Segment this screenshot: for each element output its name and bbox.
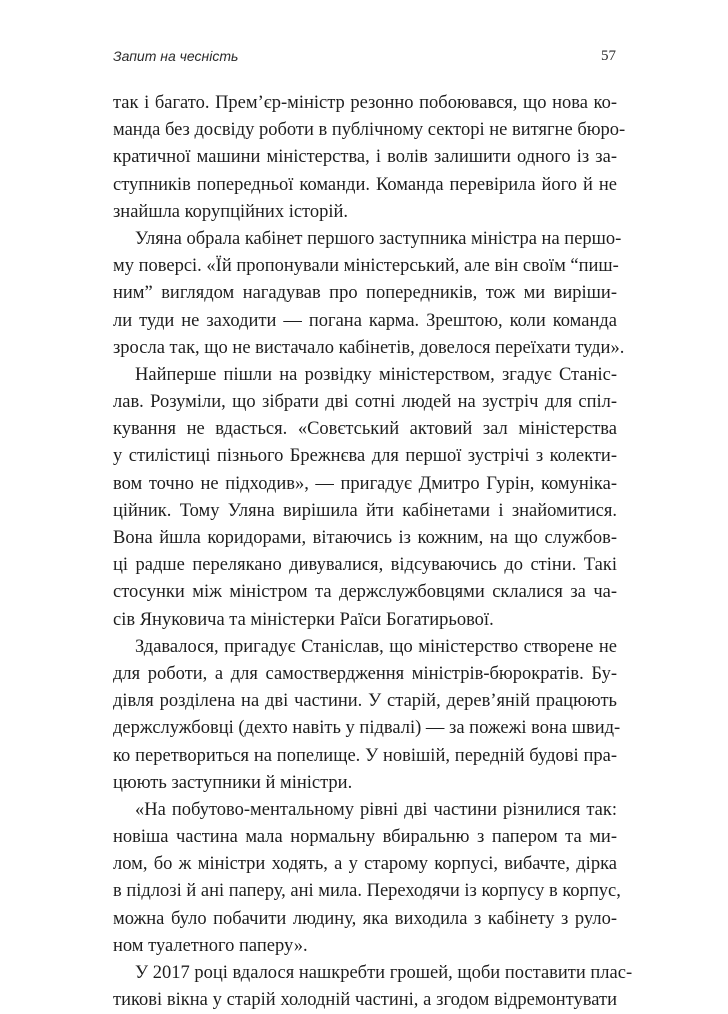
text-line: ко перетвориться на попелище. У новішій, передній будові пра- [113,745,617,766]
text-line: лав. Розуміли, що зібрати дві сотні людей на зустріч для спіл- [113,392,617,413]
text-line: новіша частина мала нормальну вбиральню з папером та ми- [113,827,617,848]
text-line: сів Януковича та міністерки Раїси Богатирьової. [113,609,494,630]
text-line: лом, бо ж міністри ходять, а у старому корпусі, вибачте, дірка [113,854,617,875]
text-line: можна було побачити людину, яка виходила з кабінету з руло- [113,908,617,929]
text-line: Вона йшла коридорами, вітаючись із кожним, на що службов- [113,528,617,548]
text-line: дівля розділена на дві частини. У старій, дерев’яній працюють [113,691,617,712]
text-line: знайшла корупційних історій. [113,201,349,222]
text-line: зросла так, що не вистачало кабінетів, довелося переїхати туди». [113,337,625,358]
text-line: цюють заступники й міністри. [113,772,353,793]
text-line: так і багато. Прем’єр-міністр резонно побоювався, що нова ко- [113,93,617,113]
text-line: вом точно не підходив», — пригадує Дмитро Гурін, комуніка- [113,473,617,494]
text-line: ним” виглядом нагадував про попередників, тож ми виріши- [113,283,617,304]
text-line: для роботи, а для самоствердження міністрів-бюрократів. Бу- [113,663,617,684]
running-head-title: Запит на чесність [113,48,239,64]
text-line: ційник. Тому Уляна вирішила йти кабінетами і знайомитися. [113,500,617,521]
text-line: ли туди не заходити — погана карма. Зрештою, коли команда [113,310,617,331]
text-line: му поверсі. «Їй пропонували міністерський, але він своїм “пиш- [113,256,619,277]
page-number: 57 [601,48,616,64]
text-line: У 2017 році вдалося нашкребти грошей, щоби поставити плас- [135,963,633,983]
text-line: кратичної машини міністерства, і волів залишити одного із за- [113,147,617,168]
text-line: тикові вікна у старій холодній частині, а згодом відремонтувати [113,990,617,1011]
text-line: ступників попередньої команди. Команда перевірила його й не [113,174,617,195]
text-line: ці радше перелякано дивувалися, відсуваючись до стіни. Такі [113,555,617,576]
text-line: держслужбовці (дехто навіть у підвалі) — за пожежі вона швид- [113,718,621,739]
text-line: Здавалося, пригадує Станіслав, що міністерство створене не [135,636,617,657]
text-line: стосунки між міністром та держслужбовцями склалися за ча- [113,582,617,603]
body-text [113,90,633,1014]
text-line: Уляна обрала кабінет першого заступника міністра на першо- [135,228,622,249]
text-line: Найперше пішли на розвідку міністерством, згадує Станіс- [135,364,617,385]
text-line: в підлозі й ані паперу, ані мила. Переходячи із корпусу в корпус, [113,881,621,902]
text-line: у стилістиці пізнього Брежнєва для першої зустрічі з колекти- [113,446,617,467]
text-line: ном туалетного паперу». [113,935,308,956]
text-line: «На побутово-ментальному рівні дві частини різнилися так: [135,799,617,820]
text-line: кування не вдасться. «Совєтський актовий зал міністерства [113,419,617,440]
text-line: манда без досвіду роботи в публічному секторі не витягне бюро- [113,120,626,141]
